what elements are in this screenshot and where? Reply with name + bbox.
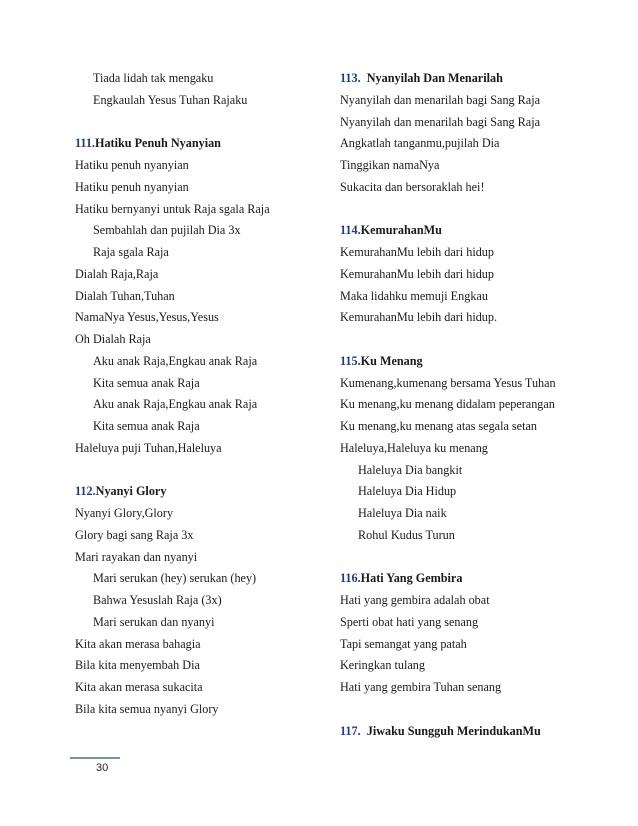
lyric-line: Hatiku bernyanyi untuk Raja sgala Raja	[75, 201, 270, 216]
lyric-line: KemurahanMu lebih dari hidup	[340, 266, 494, 281]
lyric-line: Rohul Kudus Turun	[358, 527, 455, 542]
lyric-line: NamaNya Yesus,Yesus,Yesus	[75, 310, 219, 325]
lyric-line: Sembahlah dan pujilah Dia 3x	[93, 223, 241, 238]
lyric-line: Sukacita dan bersoraklah hei!	[340, 179, 485, 194]
lyric-line: Kita akan merasa sukacita	[75, 680, 203, 694]
song-title: Hatiku Penuh Nyanyian	[94, 136, 221, 151]
lyric-line: Haleluya Dia bangkit	[358, 462, 463, 477]
song-number: 111.	[75, 136, 95, 151]
lyric-line: Bila kita semua nyanyi Glory	[75, 701, 219, 716]
left-column	[75, 68, 325, 721]
lyric-line: Sperti obat hati yang senang	[340, 614, 479, 629]
lyric-line: Haleluya puji Tuhan,Haleluya	[75, 440, 222, 455]
song-number: 116.	[340, 571, 361, 586]
lyric-line: Haleluya Dia Hidup	[358, 484, 457, 499]
song-title: Hati Yang Gembira	[360, 571, 463, 586]
song-title: Ku Menang	[360, 353, 423, 368]
lyric-line: Tiada lidah tak mengaku	[93, 71, 214, 85]
lyric-line: Maka lidahku memuji Engkau	[340, 288, 488, 303]
lyric-line: Nyanyilah dan menarilah bagi Sang Raja	[340, 114, 541, 129]
lyric-line: Nyanyi Glory,Glory	[75, 506, 174, 520]
spacer	[75, 460, 325, 482]
song-title: Nyanyi Glory	[95, 484, 167, 499]
lyric-line: Hati yang gembira Tuhan senang	[340, 680, 502, 694]
lyric-line: Nyanyilah dan menarilah bagi Sang Raja	[340, 92, 541, 107]
lyric-line: Hatiku penuh nyanyian	[75, 179, 189, 194]
song-heading-114	[340, 220, 600, 242]
song-heading-112	[75, 481, 325, 503]
lyric-line: Tapi semangat yang patah	[340, 636, 467, 651]
lyric-line: Bahwa Yesuslah Raja (3x)	[93, 593, 222, 607]
song-title: Jiwaku Sungguh MerindukanMu	[366, 723, 541, 738]
lyric-line: Hatiku penuh nyanyian	[75, 158, 189, 172]
page-number: 30	[96, 762, 109, 774]
song-number: 113.	[340, 71, 361, 85]
lyric-line: Kita semua anak Raja	[93, 419, 200, 433]
lyric-line: Aku anak Raja,Engkau anak Raja	[93, 397, 258, 412]
lyric-line: Kumenang,kumenang bersama Yesus Tuhan	[340, 375, 556, 390]
song-number: 115.	[340, 353, 361, 368]
spacer	[340, 699, 600, 721]
lyric-line: Haleluya Dia naik	[358, 506, 447, 520]
footer-rule	[70, 757, 120, 759]
lyric-line: Engkaulah Yesus Tuhan Rajaku	[93, 92, 248, 107]
lyric-line: KemurahanMu lebih dari hidup	[340, 245, 494, 259]
spacer	[340, 329, 600, 351]
song-heading-117	[340, 721, 600, 743]
lyric-line: Kita semua anak Raja	[93, 375, 200, 390]
song-number: 112.	[75, 484, 96, 499]
lyric-line: Hati yang gembira adalah obat	[340, 593, 490, 607]
spacer	[340, 199, 600, 221]
song-number: 117.	[340, 723, 361, 738]
song-heading-113	[340, 68, 600, 90]
lyric-line: Ku menang,ku menang didalam peperangan	[340, 397, 555, 412]
lyric-line: Oh Dialah Raja	[75, 332, 151, 346]
song-heading-116	[340, 568, 600, 590]
lyric-line: Mari serukan (hey) serukan (hey)	[93, 571, 257, 586]
lyric-line: Raja sgala Raja	[93, 245, 169, 259]
spacer	[340, 547, 600, 569]
lyric-line: Aku anak Raja,Engkau anak Raja	[93, 353, 258, 368]
lyric-line: Bila kita menyembah Dia	[75, 658, 200, 673]
song-title: Nyanyilah Dan Menarilah	[366, 71, 503, 85]
lyric-line: Dialah Raja,Raja	[75, 266, 159, 281]
right-column	[340, 68, 600, 742]
song-title: KemurahanMu	[360, 223, 442, 238]
spacer	[75, 112, 325, 134]
lyric-line: Kita akan merasa bahagia	[75, 636, 201, 651]
lyric-line: Haleluya,Haleluya ku menang	[340, 440, 488, 455]
song-heading-111	[75, 133, 325, 155]
lyric-line: Keringkan tulang	[340, 658, 425, 673]
lyric-line: Tinggikan namaNya	[340, 158, 440, 172]
lyric-line: KemurahanMu lebih dari hidup.	[340, 310, 498, 325]
lyric-line: Angkatlah tanganmu,pujilah Dia	[340, 136, 500, 151]
song-number: 114.	[340, 223, 361, 238]
lyric-line: Mari serukan dan nyanyi	[93, 614, 215, 629]
lyric-line: Mari rayakan dan nyanyi	[75, 549, 198, 564]
song-heading-115	[340, 351, 600, 373]
lyric-line: Ku menang,ku menang atas segala setan	[340, 419, 537, 433]
lyric-line: Dialah Tuhan,Tuhan	[75, 288, 175, 303]
lyric-line: Glory bagi sang Raja 3x	[75, 527, 194, 542]
